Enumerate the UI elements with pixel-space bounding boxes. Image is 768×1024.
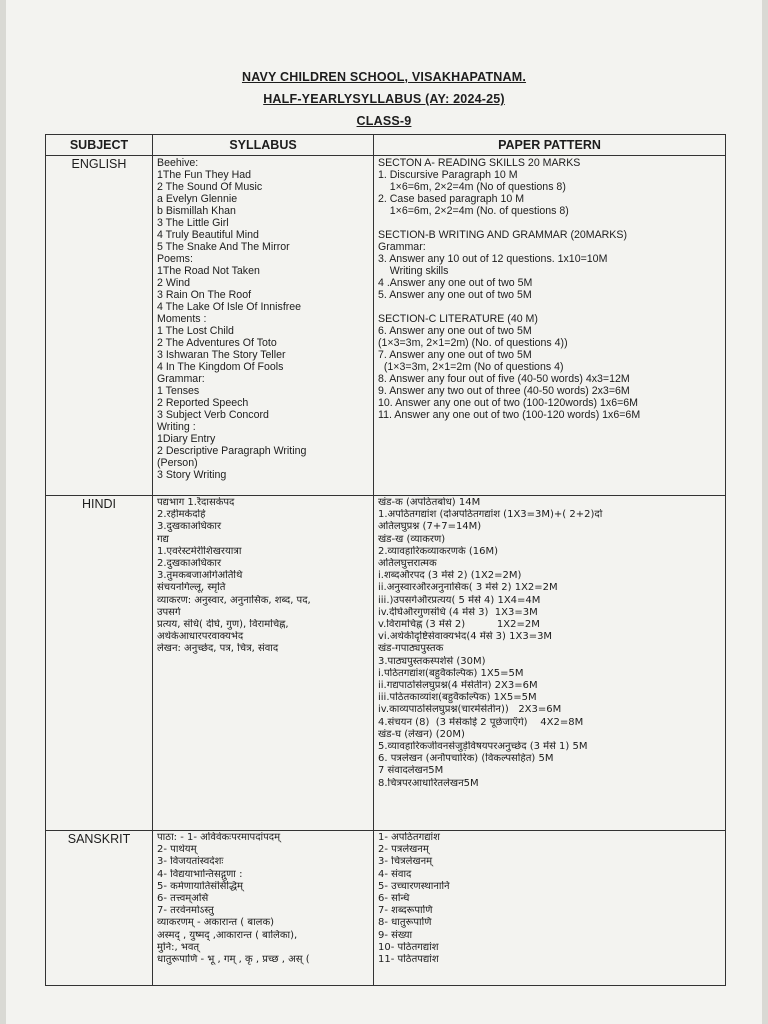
- list-item: 2.व्यावहारिकव्याकरणके (16M): [378, 545, 498, 557]
- list-item: 6. Answer any one out of two 5M: [378, 325, 532, 337]
- sanskrit-syllabus-list: [153, 831, 373, 966]
- list-item: ii.गद्यपाठोंसेलघुप्रश्न(4 मेंसेतीन) 2X3=6M: [378, 680, 538, 692]
- list-item: 3. Answer any 10 out of 12 questions. 1x10=10M: [378, 253, 608, 265]
- row-hindi: [46, 496, 726, 831]
- list-item: 1. Discursive Paragraph 10 M: [378, 169, 518, 181]
- list-item: 1The Road Not Taken: [157, 265, 260, 277]
- list-item: 11. Answer any one out of two (100-120 words) 1x6=6M: [378, 409, 641, 421]
- list-item: 1.अपठितगद्यांश (दोअपठितगद्यांश (1X3=3M)+( 2+2)दो: [378, 509, 603, 521]
- list-item: 2- पत्रलेखनम्: [378, 844, 429, 856]
- subject-sanskrit: SANSKRIT: [67, 832, 131, 846]
- list-item: 4 In The Kingdom Of Fools: [157, 361, 284, 373]
- list-item: 2.दुखकाअधिकार: [157, 558, 222, 570]
- list-item: 3.पाठ्यपुस्तकस्पर्शसे (30M): [378, 655, 486, 667]
- list-item: 7- शब्दरूपाणि: [378, 905, 433, 917]
- list-item: i.शब्दऔरपद (3 मेंसे 2) (1X2=2M): [378, 570, 522, 582]
- list-item: 1 The Lost Child: [157, 325, 234, 337]
- list-item: 10. Answer any one out of two (100-120words) 1x6=6M: [378, 397, 638, 409]
- subject-cell: [46, 156, 153, 496]
- syllabus-cell: [153, 831, 374, 986]
- list-item: 4- संवाद: [378, 868, 412, 880]
- list-item: ii.अनुस्वारऔरअनुनासिक( 3 मेंसे 2) 1X2=2M: [378, 582, 558, 594]
- list-item: प्रत्यय, संधि( दीर्घ, गुण), विरामचिह्न,: [157, 619, 289, 631]
- row-english: [46, 156, 726, 496]
- hindi-syllabus-list: [153, 496, 373, 656]
- list-item: 6- सन्धि: [378, 893, 410, 905]
- list-item: Poems:: [157, 253, 193, 265]
- list-item: 4 The Lake Of Isle Of Innisfree: [157, 301, 302, 313]
- list-item: धातुरूपाणि - भू , गम् , कृ , प्रच्छ , अस् (: [157, 954, 310, 966]
- list-item: SECTON A- READING SKILLS 20 MARKS: [378, 157, 581, 169]
- list-item: 8. Answer any four out of five (40-50 words) 4x3=12M: [378, 373, 630, 385]
- list-item: खंड-क (अपठितबोध) 14M: [378, 497, 481, 508]
- list-item: 2 Wind: [157, 277, 190, 289]
- list-item: 5- उच्चारणस्थानानि: [378, 880, 450, 892]
- list-item: 6- तत्त्वम्असि: [157, 893, 209, 905]
- list-item: 3 The Little Girl: [157, 217, 229, 229]
- list-item: 9. Answer any two out of three (40-50 words) 2x3=6M: [378, 385, 630, 397]
- list-item: i.पठितगद्यांश(बहुवैकल्पिक) 1X5=5M: [378, 667, 524, 679]
- english-syllabus-list: [153, 156, 373, 481]
- header-syllabus: SYLLABUS: [153, 135, 374, 156]
- list-item: 1 Tenses: [157, 385, 200, 397]
- list-item: Grammar:: [157, 373, 205, 385]
- list-item: 3.तुमकबजाओगेअतिथि: [157, 570, 243, 582]
- list-item: लेखन: अनुच्छेद, पत्र, चित्र, संवाद: [157, 643, 279, 655]
- list-item: 5. Answer any one out of two 5M: [378, 289, 532, 301]
- list-item: अतिलघुप्रश्न (7+7=14M): [378, 521, 482, 533]
- list-item: [378, 217, 721, 229]
- list-item: अर्थकेआधारपरवाक्यभेद: [157, 631, 244, 643]
- sanskrit-pattern-list: [374, 831, 725, 966]
- list-item: 6. पत्रलेखन (अनौपचारिक) (विकल्पसहित) 5M: [378, 753, 554, 765]
- list-item: Writing skills: [378, 265, 449, 277]
- subject-cell: [46, 831, 153, 986]
- list-item: 4- विद्ययाभान्तिसद्गुणा :: [157, 868, 243, 880]
- list-item: 3.दुखकाअधिकार: [157, 521, 222, 533]
- list-item: 7. Answer any one out of two 5M: [378, 349, 532, 361]
- list-item: 2- पाथेयम्: [157, 844, 197, 856]
- list-item: 2 The Adventures Of Toto: [157, 337, 277, 349]
- list-item: पाठा: - 1- अविवेकःपरमापदांपदम्: [157, 832, 281, 843]
- list-item: 3- चित्रलेखनम्: [378, 856, 433, 868]
- pattern-cell: [374, 831, 726, 986]
- table-header-row: [46, 135, 726, 156]
- list-item: 5- कर्मणायातिसंसिद्धिम्: [157, 880, 243, 892]
- list-item: 3- विजयतांस्वदेशः: [157, 856, 224, 868]
- list-item: a Evelyn Glennie: [157, 193, 238, 205]
- pattern-cell: [374, 156, 726, 496]
- list-item: Moments :: [157, 313, 207, 325]
- header-paper-pattern: PAPER PATTERN: [374, 135, 726, 156]
- list-item: 5 The Snake And The Mirror: [157, 241, 290, 253]
- hindi-pattern-list: [374, 496, 725, 790]
- syllabus-title: HALF-YEARLYSYLLABUS (AY: 2024-25): [263, 92, 505, 106]
- list-item: अतिलघुत्तरात्मक: [378, 558, 437, 570]
- list-item: (1×3=3m, 2×1=2m) (No. of questions 4)): [378, 337, 568, 349]
- subject-english: ENGLISH: [71, 157, 127, 171]
- syllabus-cell: [153, 496, 374, 831]
- list-item: व्याकरण: अनुस्वार, अनुनासिक, शब्द, पद,: [157, 594, 311, 606]
- list-item: 1The Fun They Had: [157, 169, 252, 181]
- list-item: 10- पठितगद्यांश: [378, 941, 439, 953]
- subject-cell: [46, 496, 153, 831]
- list-item: 3 Subject Verb Concord: [157, 409, 269, 421]
- list-item: 7 संवादलेखन5M: [378, 765, 444, 777]
- row-sanskrit: [46, 831, 726, 986]
- list-item: vi.अर्थकीदृष्टिसेवाक्यभेद(4 मेंसे 3) 1X3=3M: [378, 631, 553, 643]
- subject-hindi: HINDI: [81, 497, 117, 511]
- class-title: CLASS-9: [356, 114, 412, 128]
- list-item: SECTION-C LITERATURE (40 M): [378, 313, 538, 325]
- list-item: गद्य: [157, 533, 169, 545]
- list-item: 4 .Answer any one out of two 5M: [378, 277, 533, 289]
- list-item: [378, 301, 721, 313]
- list-item: उपसर्ग: [157, 606, 181, 618]
- list-item: 2. Case based paragraph 10 M: [378, 193, 525, 205]
- list-item: Beehive:: [157, 157, 199, 169]
- list-item: 11- पठितपद्यांश: [378, 954, 439, 966]
- list-item: खंड-ख (व्याकरण): [378, 533, 446, 545]
- list-item: (1×3=3m, 2×1=2m (No of questions 4): [378, 361, 564, 373]
- list-item: b Bismillah Khan: [157, 205, 236, 217]
- list-item: v.विरामचिह्न (3 मेंसे 2) 1X2=2M: [378, 619, 540, 631]
- list-item: 1×6=6m, 2×2=4m (No of questions 8): [378, 181, 566, 193]
- list-item: 4.संचयन (8) (3 मेंसेकोई 2 पूछेजाएँगे) 4X2=8M: [378, 716, 584, 728]
- list-item: iii.पठितकाव्यांश(बहुवैकल्पिक) 1X5=5M: [378, 692, 537, 704]
- list-item: खंड-गपाठ्यपुस्तक: [378, 643, 444, 655]
- list-item: 8- धातुरूपाणि: [378, 917, 432, 929]
- list-item: SECTION-B WRITING AND GRAMMAR (20MARKS): [378, 229, 627, 241]
- list-item: Writing :: [157, 421, 196, 433]
- list-item: iii.)उपसर्गऔरप्रत्यय( 5 मेंसे 4) 1X4=4M: [378, 594, 541, 606]
- list-item: 1Diary Entry: [157, 433, 216, 445]
- list-item: 4 Truly Beautiful Mind: [157, 229, 259, 241]
- list-item: 9- संख्या: [378, 929, 413, 941]
- list-item: 3 Story Writing: [157, 469, 227, 481]
- syllabus-table: [45, 134, 726, 986]
- list-item: iv.काव्यपाठोंसेलघुप्रश्न(चारमेंसेतीन)) 2X3=6M: [378, 704, 562, 716]
- list-item: 2 Descriptive Paragraph Writing: [157, 445, 307, 457]
- list-item: खंड-घ (लेखन) (20M): [378, 728, 465, 740]
- list-item: (Person): [157, 457, 198, 469]
- list-item: अस्मद् , युष्मद् ,आकारान्त ( बालिका),: [157, 929, 298, 941]
- list-item: 3 Rain On The Roof: [157, 289, 252, 301]
- list-item: 2 Reported Speech: [157, 397, 249, 409]
- english-pattern-list: [374, 156, 725, 421]
- header-subject: SUBJECT: [46, 135, 153, 156]
- list-item: 7- तरवेनमोऽस्तु: [157, 905, 214, 917]
- list-item: मुनि:, भवत्: [157, 941, 200, 953]
- list-item: 8.चित्रपरआधारितलेखन5M: [378, 777, 479, 789]
- list-item: 2 The Sound Of Music: [157, 181, 263, 193]
- list-item: 1- अपठितगद्यांश: [378, 832, 440, 843]
- list-item: संचयनगिल्लू, स्मृति: [157, 582, 226, 594]
- list-item: 2.रहीमकेदोहे: [157, 509, 206, 521]
- list-item: व्याकरणम् - अकारान्त ( बालक): [157, 917, 275, 929]
- school-name: NAVY CHILDREN SCHOOL, VISAKHAPATNAM.: [241, 70, 527, 84]
- list-item: पद्यभाग 1.रैदासकेपद: [157, 497, 235, 508]
- list-item: 5.व्यावहारिकजीवनसेजुड़ेविषयपरअनुच्छेद (3 मेंसे 1) 5M: [378, 741, 588, 753]
- list-item: iv.दीर्घऔरगुणसंधि (4 मेंसे 3) 1X3=3M: [378, 606, 538, 618]
- list-item: 1.एवरेस्टमेरीशिखरयात्रा: [157, 545, 242, 557]
- list-item: 3 Ishwaran The Story Teller: [157, 349, 286, 361]
- pattern-cell: [374, 496, 726, 831]
- list-item: 1×6=6m, 2×2=4m (No. of questions 8): [378, 205, 569, 217]
- list-item: Grammar:: [378, 241, 426, 253]
- syllabus-cell: [153, 156, 374, 496]
